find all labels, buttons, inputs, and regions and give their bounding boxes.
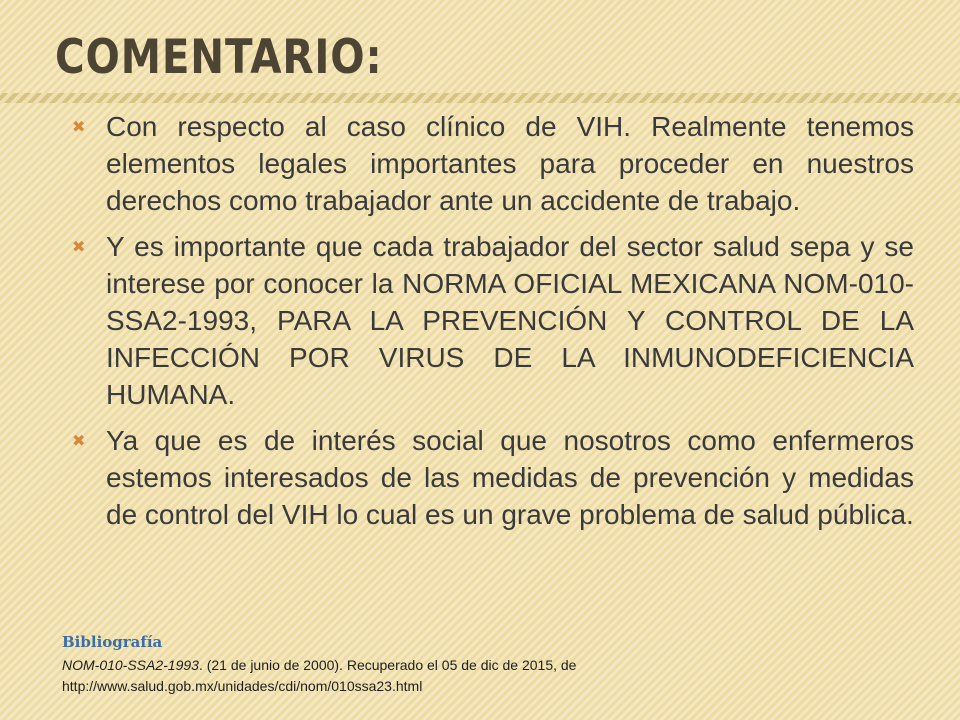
bullet-text: Con respecto al caso clínico de VIH. Realmente tenemos elementos legales importantes para proceder en nuestros derechos como trabajador ante un accidente de trabajo. [106, 111, 914, 216]
reference-title: NOM-010-SSA2-1993 [62, 657, 199, 673]
bibliography [62, 633, 922, 697]
x-mark-icon: ✖ [72, 119, 86, 136]
bibliography-reference [62, 655, 922, 697]
title-divider [0, 93, 960, 103]
slide-title: COMENTARIO: [55, 30, 383, 85]
bullet-item [72, 108, 914, 219]
x-mark-icon: ✖ [72, 239, 86, 256]
bibliography-heading: Bibliografía [62, 633, 163, 651]
bullet-item [72, 422, 914, 533]
reference-details: . (21 de junio de 2000). Recuperado el 05 de dic de 2015, de [198, 657, 577, 673]
bullet-item [72, 228, 914, 413]
reference-url[interactable]: http://www.salud.gob.mx/unidades/cdi/nom/010ssa23.html [62, 678, 423, 694]
bullet-text: Ya que es de interés social que nosotros como enfermeros estemos interesados de las medidas de prevención y medidas de control del VIH lo cual es un grave problema de salud pública. [106, 425, 914, 530]
bullet-list [72, 108, 914, 542]
bullet-text: Y es importante que cada trabajador del sector salud sepa y se interese por conocer la NORMA OFICIAL MEXICANA NOM-010-SSA2-1993, PARA LA PREVENCIÓN Y CONTROL DE LA INFECCIÓN POR VIRUS DE LA INMUNODEFICIENCIA HUMANA. [106, 231, 914, 410]
x-mark-icon: ✖ [72, 433, 86, 450]
